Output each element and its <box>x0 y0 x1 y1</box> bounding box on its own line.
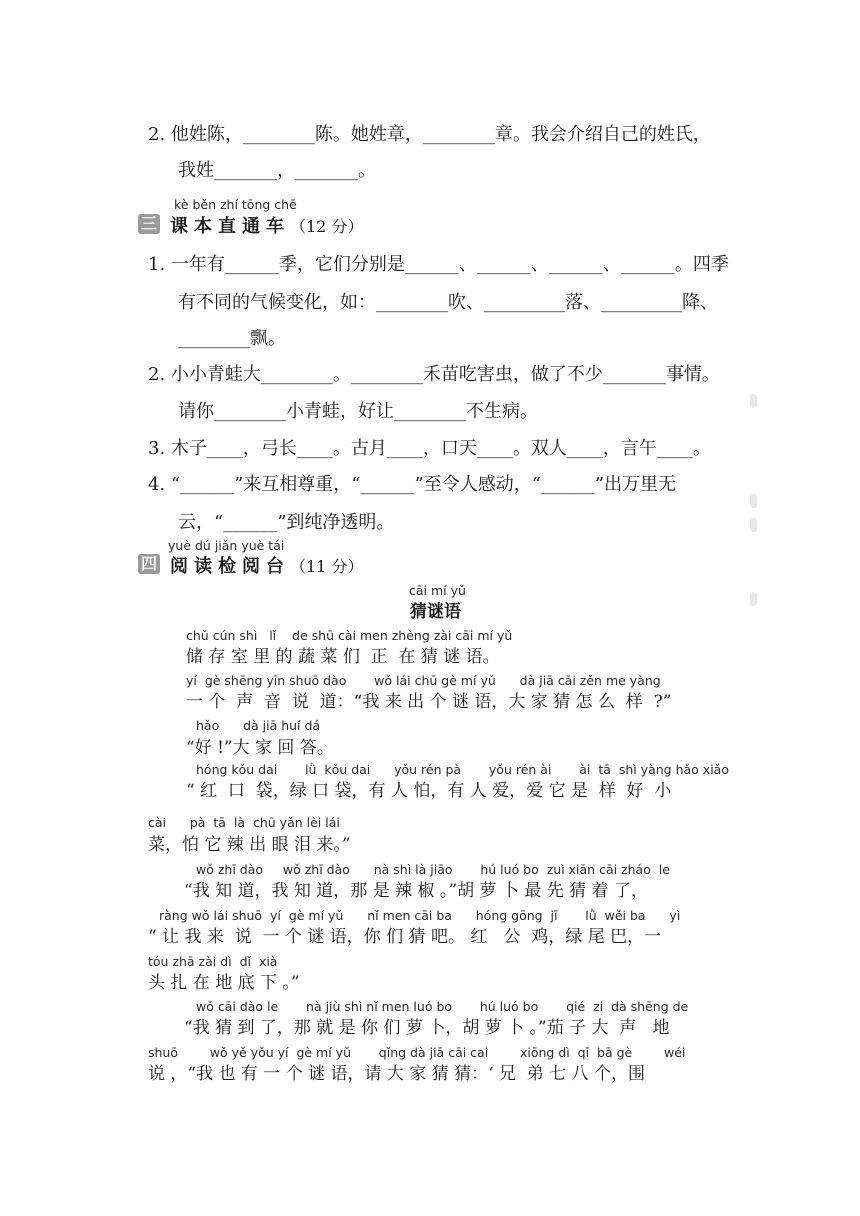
story-line-9-pinyin: wǒ cāi dào le nà jiù shì nǐ men luó bo hú luó bo qié zi dà shēng de <box>196 999 689 1014</box>
story-line-1-text: 储 存 室 里 的 蔬 菜 们 正 在 猜 谜 语。 <box>186 647 500 667</box>
section-3-pinyin: kè běn zhí tōng chē <box>174 197 297 212</box>
story-line-2-text: 一 个 声 音 说 道：“我 来 出 个 谜 语，大 家 猜 怎 么 样 ?” <box>186 692 672 712</box>
story-line-2-pinyin: yí gè shēng yīn shuō dào wǒ lái chū gè mí yǔ dà jiā cāi zěn me yàng <box>186 673 661 688</box>
binding-mark <box>750 518 757 532</box>
story-line-7-pinyin: ràng wǒ lái shuō yí gè mí yǔ nǐ men cāi ba hóng gōng jī lǜ wěi ba yì <box>159 908 681 923</box>
s3-q1-line-1: 1. 一年有______季，它们分别是______、______、______、______。四季 <box>148 254 729 275</box>
binding-mark <box>750 592 757 606</box>
section-3-score: （12 分） <box>290 217 364 236</box>
story-title-pinyin: cāi mí yǔ <box>409 583 466 598</box>
s3-q2-line-1: 2. 小小青蛙大________。________禾苗吃害虫，做了不少_______事情。 <box>148 364 720 385</box>
story-line-10-text: 说 ，“我 也 有 一 个 谜 语，请 大 家 猜 猜：‘ 兄 弟 七 八 个，围 <box>148 1064 645 1084</box>
story-line-5-pinyin: cài pà tā là chū yǎn lèi lái <box>148 815 340 830</box>
section-4-title <box>170 552 363 578</box>
s3-q4-line-1: 4. “______”来互相尊重，“______”至令人感动，“______”出万里无 <box>148 474 677 495</box>
story-line-1-pinyin: chǔ cún shì lǐ de shū cài men zhèng zài cāi mí yǔ <box>186 628 513 643</box>
s3-q1-line-3: ________飘。 <box>178 328 286 349</box>
story-line-8-text: 头 扎 在 地 底 下 。” <box>148 973 300 993</box>
section-4-pinyin: yuè dú jiǎn yuè tái <box>168 538 285 553</box>
story-line-9-text: “我 猜 到 了，那 就 是 你 们 萝 卜，胡 萝 卜 。”茄 子 大 声 地 <box>184 1018 670 1038</box>
s3-q4-line-2: 云，“______”到纯净透明。 <box>178 512 395 533</box>
section-3-title <box>170 212 363 238</box>
s3-q2-line-2: 请你________小青蛙，好让________不生病。 <box>178 401 538 422</box>
story-line-7-text: “ 让 我 来 说 一 个 谜 语，你 们 猜 吧。 红 公 鸡，绿 尾 巴，一 <box>148 927 662 947</box>
story-line-6-text: “我 知 道，我 知 道，那 是 辣 椒 。”胡 萝 卜 最 先 猜 着 了， <box>184 881 648 901</box>
story-line-10-pinyin: shuō wǒ yě yǒu yí gè mí yǔ qǐng dà jiā cāi cai xiōng dì qī bā gè wéi <box>148 1045 686 1060</box>
story-title: 猜谜语 <box>410 602 461 622</box>
section-3-title-text: 课本直通车 <box>170 216 290 237</box>
question-2-line-2: 我姓_______，_______。 <box>178 160 376 181</box>
story-line-5-text: 菜，怕 它 辣 出 眼 泪 来。” <box>148 835 351 855</box>
story-line-6-pinyin: wǒ zhī dào wǒ zhī dào nà shì là jiāo hú luó bo zuì xiān cāi zháo le <box>196 862 670 877</box>
s3-q3-line-1: 3. 木子____，弓长____。古月____，口天____。双人____，言午____。 <box>148 438 711 459</box>
s3-q1-line-2: 有不同的气候变化，如：________吹、_________落、_________降、 <box>178 292 718 313</box>
story-line-3-pinyin: hǎo dà jiā huí dá <box>196 718 321 733</box>
section-4-score: （11 分） <box>290 557 364 576</box>
story-line-3-text: “好 !”大 家 回 答。 <box>186 738 334 758</box>
story-line-4-pinyin: hóng kǒu dai lǜ kǒu dai yǒu rén pà yǒu rén ài ài tā shì yàng hǎo xiǎo <box>196 762 729 777</box>
section-3-number: 三 <box>138 214 160 234</box>
question-2-line-1: 2. 他姓陈，________陈。她姓章，________章。我会介绍自己的姓氏， <box>148 124 711 145</box>
binding-mark <box>750 394 757 408</box>
section-4-number: 四 <box>138 554 160 574</box>
story-line-8-pinyin: tóu zhā zài dì dǐ xià <box>148 954 278 969</box>
binding-mark <box>750 494 757 508</box>
story-line-4-text: “ 红 口 袋，绿 口 袋，有 人 怕，有 人 爱，爱 它 是 样 好 小 <box>186 781 672 801</box>
section-4-title-text: 阅读检阅台 <box>170 556 290 577</box>
